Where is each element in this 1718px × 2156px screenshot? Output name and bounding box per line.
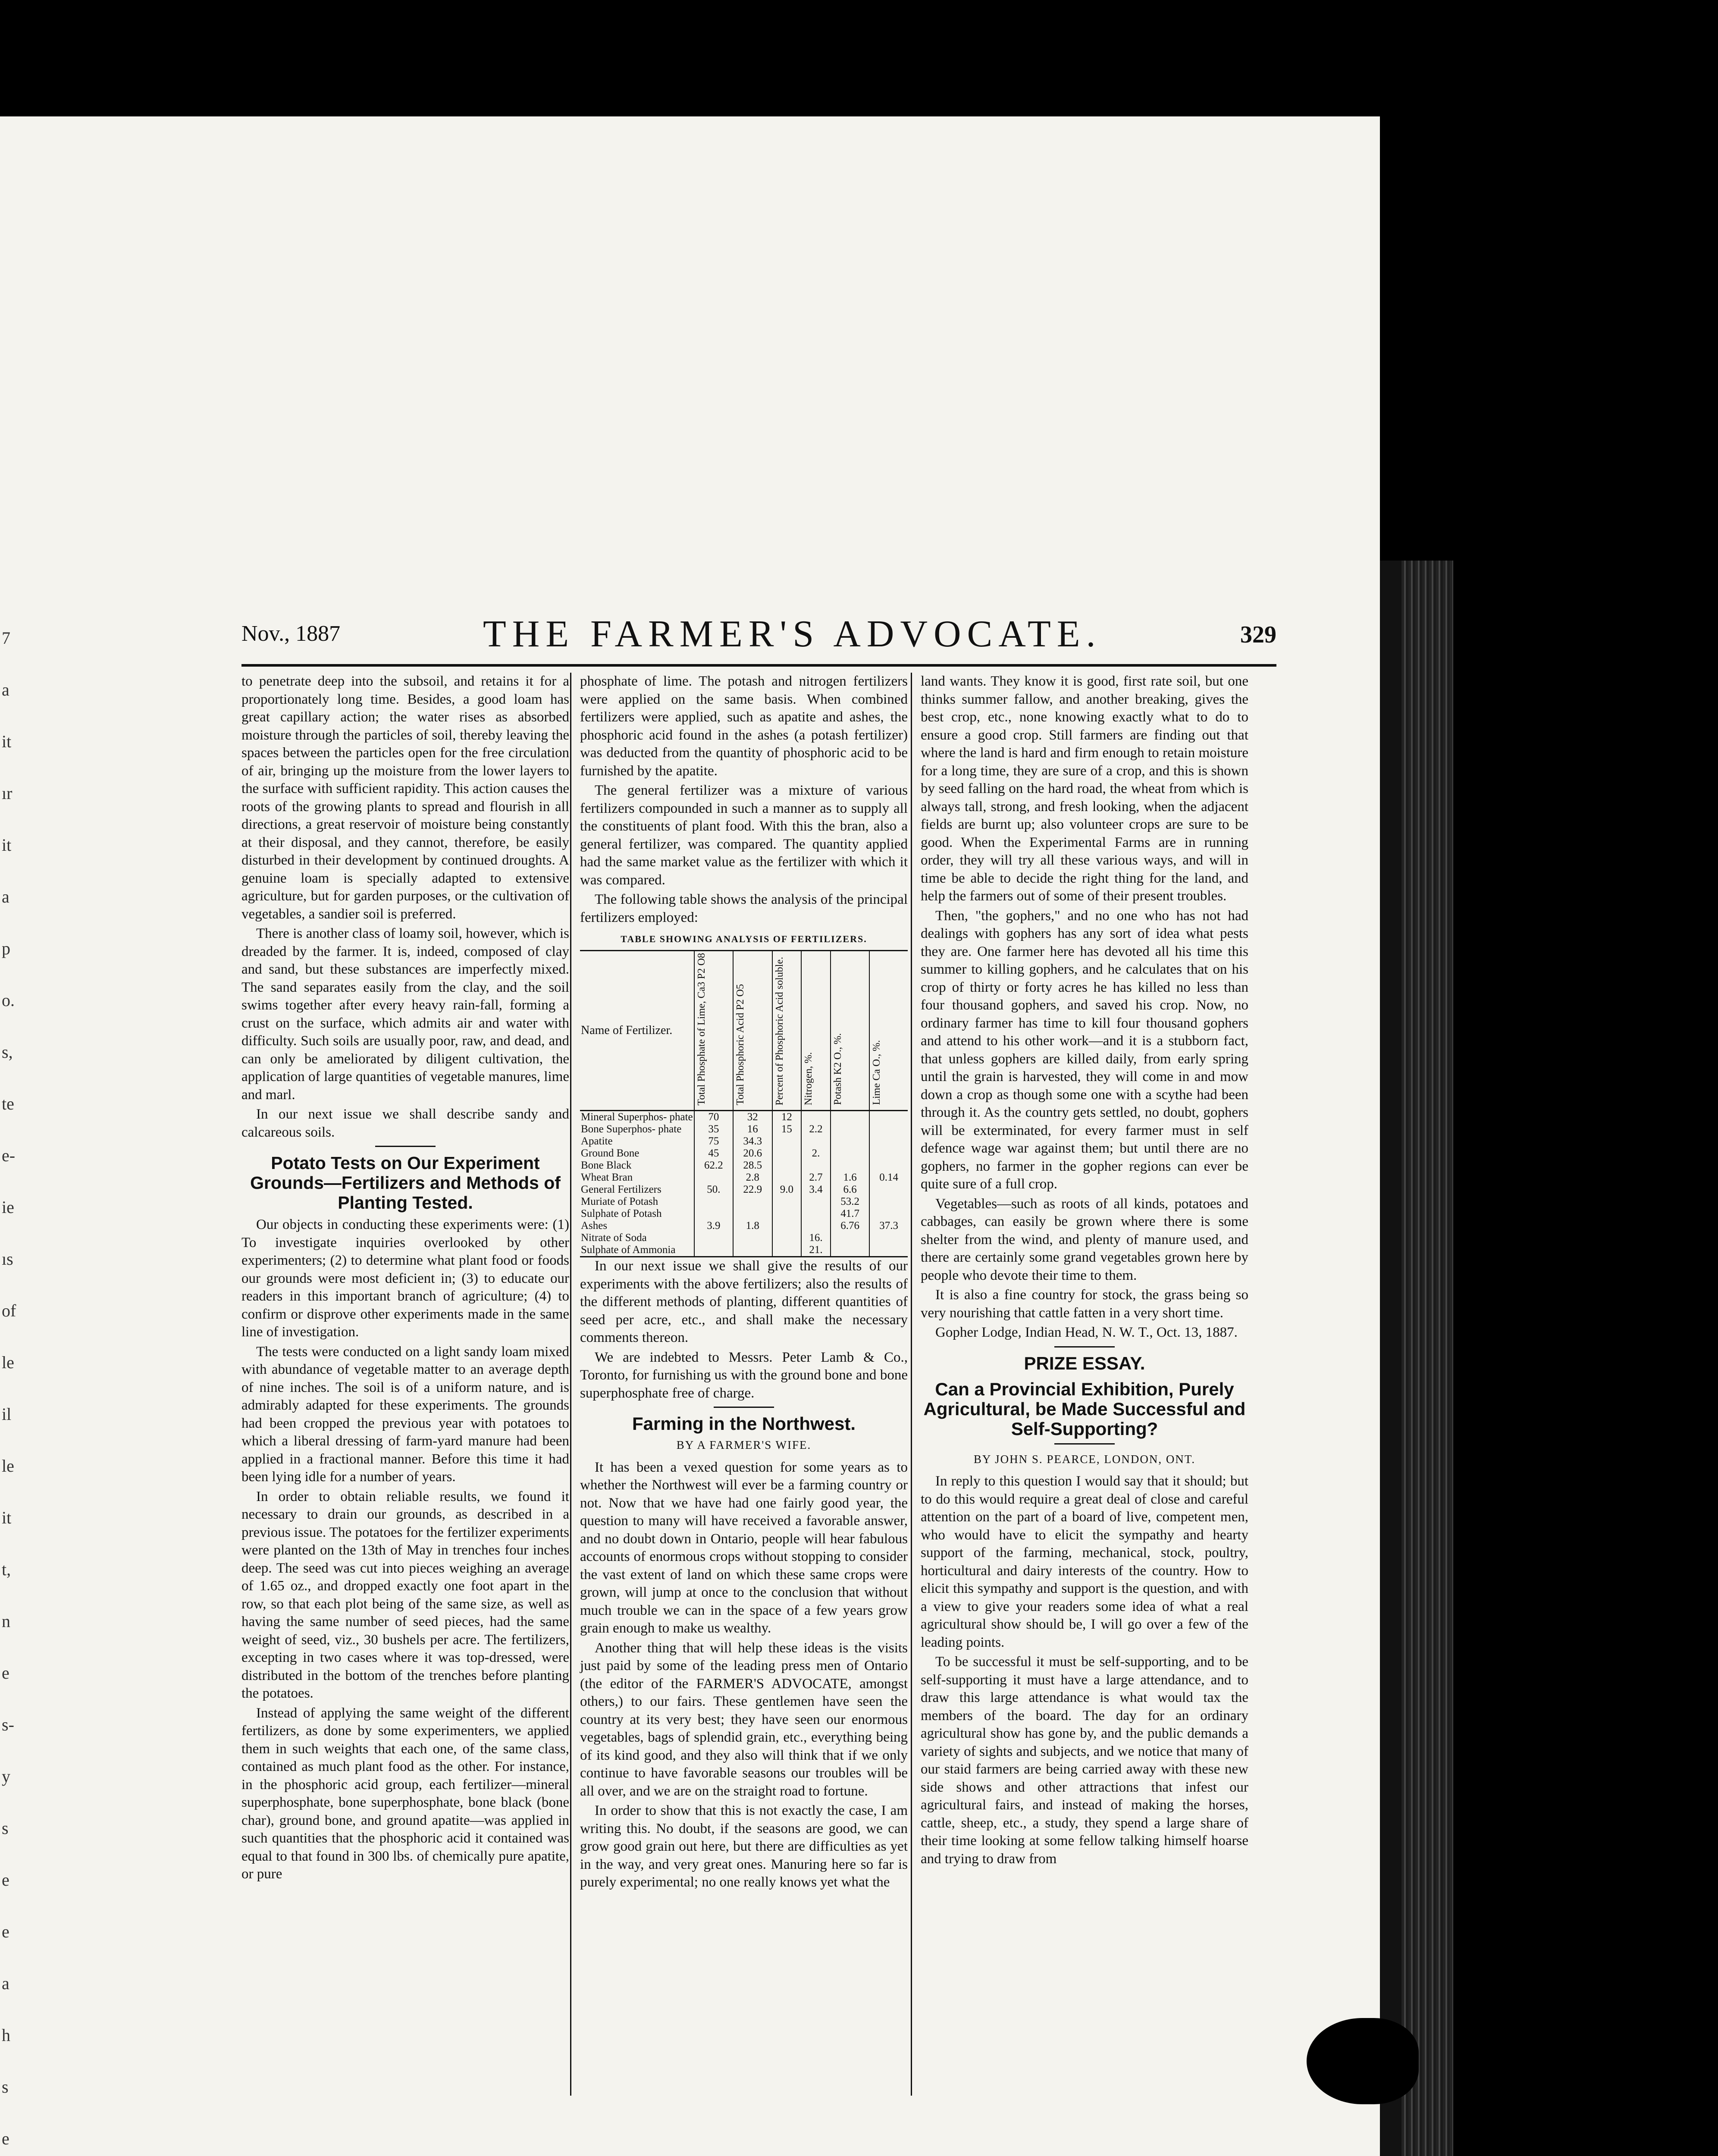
paragraph: Another thing that will help these ideas is the visits just paid by some of the leading press men of Ontario (the editor of the FARMER'S ADVOCATE, amongst others,) to our fairs. These gentlemen have seen the country at its very best; they have seen our enormous vegetables, bags of splendid grain, etc., everything being of its kind good, and they also will think that if we only continue to have favorable seasons our troubles will be all over, and we are on the straight road to fortune.	[580, 1640, 908, 1799]
table-row	[580, 1135, 908, 1147]
value-cell	[831, 1244, 869, 1257]
table-title: TABLE SHOWING ANALYSIS OF FERTILIZERS.	[621, 934, 867, 944]
column-rule	[911, 673, 912, 2096]
table-row	[580, 1159, 908, 1172]
value-cell	[733, 1196, 772, 1208]
paragraph: We are indebted to Messrs. Peter Lamb & Co., Toronto, for furnishing us with the ground bone and bone superphosphate free of charge.	[580, 1349, 908, 1401]
fertilizer-name-cell: Mineral Superphos- phate	[581, 1111, 693, 1123]
paragraph: The general fertilizer was a mixture of various fertilizers compounded in such a manner as to supply all the constituents of plant food. With this the bran, also a general fertilizer, was compared. The quantity applied had the same market value as the fertilizer with which it was compared.	[580, 783, 908, 888]
article-heading-exhibition: Can a Provincial Exhibition, Purely Agricultural, be Made Successful and Self-Supporting?	[923, 1379, 1246, 1439]
value-cell	[772, 1172, 802, 1184]
table-header-label: Lime Ca O., %.	[871, 1040, 883, 1106]
table-header-cell	[801, 950, 831, 1111]
value-cell: 28.5	[733, 1159, 772, 1172]
value-cell	[733, 1232, 772, 1244]
value-cell	[694, 1196, 733, 1208]
value-cell	[772, 1208, 802, 1220]
value-cell	[831, 1135, 869, 1147]
table-header-label: Nitrogen, %.	[803, 1052, 815, 1106]
value-cell: 20.6	[733, 1147, 772, 1159]
value-cell	[869, 1184, 908, 1196]
value-cell	[694, 1208, 733, 1220]
table-header-label: Total Phosphate of Lime, Ca3 P2 O8	[696, 953, 707, 1106]
table-header-cell	[694, 950, 733, 1111]
value-cell: 41.7	[831, 1208, 869, 1220]
value-cell: 35	[694, 1123, 733, 1135]
value-cell: 22.9	[733, 1184, 772, 1196]
value-cell: 70	[694, 1111, 733, 1124]
value-cell	[801, 1220, 831, 1232]
value-cell: 2.	[801, 1147, 831, 1159]
value-cell: 6.6	[831, 1184, 869, 1196]
value-cell: 1.8	[733, 1220, 772, 1232]
header-date: Nov., 1887	[241, 621, 341, 646]
column-1	[241, 673, 569, 1885]
value-cell	[772, 1147, 802, 1159]
fertilizer-name-cell: General Fertilizers	[581, 1184, 661, 1196]
table-header-label: Percent of Phosphoric Acid soluble.	[774, 956, 785, 1106]
value-cell	[772, 1244, 802, 1257]
header-rule	[241, 664, 1276, 667]
paragraph: In our next issue we shall give the results of our experiments with the above fertilizers; also the results of the different methods of planting, different quantities of seed per acre, etc., and shall make the necessary comments thereon.	[580, 1258, 908, 1346]
value-cell	[869, 1111, 908, 1124]
column-2	[580, 673, 908, 1893]
table-row	[580, 1220, 908, 1232]
fertilizer-analysis-table	[580, 950, 908, 1258]
paragraph: To be successful it must be self-supporting, and to be self-supporting it must have a large attendance, and to draw this large attendance is what would tax the members of the board. The day for an ordinary agricultural show has gone by, and the public demands a variety of sights and subjects, and we notice that many of our staid farmers are being carried away with these new side shows and other attractions that infest our agricultural fairs, and instead of making the horses, cattle, sheep, etc., a study, they spend a large share of their time looking at some fellow talking himself hoarse and trying to draw from	[921, 1654, 1248, 1867]
value-cell: 37.3	[869, 1220, 908, 1232]
value-cell	[869, 1208, 908, 1220]
value-cell: 16.	[801, 1232, 831, 1244]
value-cell	[831, 1159, 869, 1172]
value-cell: 1.6	[831, 1172, 869, 1184]
fertilizer-name-cell: Bone Black	[581, 1159, 632, 1172]
fertilizer-name-cell: Muriate of Potash	[581, 1196, 658, 1208]
paragraph: It has been a vexed question for some years as to whether the Northwest will ever be a farming country or not. Now that we have had one fairly good year, the question to many will have received a favorable answer, and no doubt down in Ontario, people will hear fabulous accounts of enormous crops without stopping to consider the vast extent of land on which these same crops were grown, will jump at once to the conclusion that without much trouble we can in the space of a few years grow grain enough to make us wealthy.	[580, 1459, 908, 1636]
value-cell	[772, 1135, 802, 1147]
value-cell: 12	[772, 1111, 802, 1124]
value-cell: 32	[733, 1111, 772, 1124]
value-cell: 2.7	[801, 1172, 831, 1184]
value-cell	[801, 1135, 831, 1147]
value-cell: 9.0	[772, 1184, 802, 1196]
paragraph: land wants. They know it is good, first rate soil, but one thinks summer fallow, and another breaking, gives the best crop, etc., none knowing exactly what to do to ensure a good crop. Still farmers are finding out that where the land is hard and firm enough to retain moisture for a long time, they are sure of a crop, and this is shown by seed falling on the hard road, the wheat from which is always tall, strong, and fresh looking, when the adjacent fields are burnt up; also volunteer crops are sure to be good. When the Experimental Farms are in running order, they will try all these various ways, and will in time be able to decide the right thing for the land, and help the farmers out of some of their present troubles.	[921, 674, 1248, 904]
table-header-cell	[831, 950, 869, 1111]
divider	[714, 1407, 774, 1408]
value-cell: 3.9	[694, 1220, 733, 1232]
fertilizer-name-cell: Sulphate of Ammonia	[581, 1244, 676, 1256]
paragraph: In our next issue we shall describe sandy and calcareous soils.	[241, 1106, 569, 1140]
paragraph: There is another class of loamy soil, however, which is dreaded by the farmer. It is, indeed, composed of clay and sand, but these substances are imperfectly mixed. The sand separates easily from the clay, and the soil swims together after every heavy rain-fall, forming a crust on the surface, which admits air and water with difficulty. Such soils are usually poor, raw, and dead, and can only be ameliorated by diligent cultivation, the application of large quantities of vegetable manures, lime and marl.	[241, 926, 569, 1103]
value-cell: 6.76	[831, 1220, 869, 1232]
value-cell	[772, 1196, 802, 1208]
table-header-cell	[733, 950, 772, 1111]
value-cell	[869, 1159, 908, 1172]
value-cell	[869, 1244, 908, 1257]
page-number: 329	[1240, 621, 1276, 648]
divider	[1054, 1443, 1115, 1445]
paragraph: It is also a fine country for stock, the grass being so very nourishing that cattle fatten in a very short time.	[921, 1287, 1248, 1321]
divider	[375, 1146, 436, 1147]
article-heading-potato-tests: Potato Tests on Our Experiment Grounds—Fertilizers and Methods of Planting Tested.	[250, 1153, 561, 1213]
fertilizer-name-cell: Apatite	[581, 1135, 613, 1147]
byline: BY JOHN S. PEARCE, LONDON, ONT.	[973, 1452, 1196, 1466]
thumb-shadow	[1307, 2018, 1419, 2104]
value-cell	[831, 1123, 869, 1135]
value-cell: 2.2	[801, 1123, 831, 1135]
value-cell	[831, 1147, 869, 1159]
table-body	[580, 1111, 908, 1257]
table-row	[580, 1244, 908, 1257]
value-cell	[772, 1220, 802, 1232]
fertilizer-name-cell: Bone Superphos- phate	[581, 1123, 682, 1135]
table-row	[580, 1208, 908, 1220]
paragraph: The tests were conducted on a light sandy loam mixed with abundance of vegetable matter to an average depth of nine inches. The soil is of a uniform nature, and is admirably adapted for these experiments. The grounds had been cropped the previous year with potatoes to which a liberal dressing of farm-yard manure had been applied in a fractional manner. Before this time it had been lying idle for a number of years.	[241, 1344, 569, 1485]
table-row	[580, 1111, 908, 1124]
table-row	[580, 1232, 908, 1244]
paragraph: to penetrate deep into the subsoil, and retains it for a proportionately long time. Besides, a good loam has great capillary action; the water rises as absorbed moisture through the particles of soil, thereby leaving the spaces between the particles open for the free circulation of air, bringing up the moisture from the lower layers to the surface with sufficient rapidity. This action causes the roots of the growing plants to spread and flourish in all directions, a great reservoir of moisture being constantly at their disposal, and they cannot, therefore, be easily disturbed in their development by continued droughts. A genuine loam is specially adapted to extensive agriculture, but for garden purposes, or the cultivation of vegetables, a sandier soil is preferred.	[241, 674, 569, 922]
value-cell	[772, 1232, 802, 1244]
column-rule	[570, 673, 571, 2096]
value-cell	[869, 1147, 908, 1159]
value-cell: 53.2	[831, 1196, 869, 1208]
value-cell	[801, 1159, 831, 1172]
table-header-label: Potash K2 O., %.	[832, 1033, 843, 1106]
table-header-cell	[772, 950, 802, 1111]
column-3	[921, 673, 1248, 1870]
value-cell	[869, 1232, 908, 1244]
value-cell	[869, 1135, 908, 1147]
value-cell: 75	[694, 1135, 733, 1147]
page-header	[241, 612, 1276, 664]
value-cell	[869, 1196, 908, 1208]
table-header-cell	[869, 950, 908, 1111]
table-header-name: Name of Fertilizer.	[581, 1023, 673, 1037]
book-binding	[1401, 561, 1453, 2156]
value-cell	[694, 1232, 733, 1244]
value-cell: 45	[694, 1147, 733, 1159]
facing-page-text-fragments: 7 a it ır it a p o. s, te e- ie ıs of le il le it t, n e s- y s e e a h s e	[2, 628, 16, 2148]
table-row	[580, 1147, 908, 1159]
value-cell	[831, 1111, 869, 1124]
value-cell	[772, 1159, 802, 1172]
paragraph: The following table shows the analysis of the principal fertilizers employed:	[580, 892, 908, 925]
value-cell: 16	[733, 1123, 772, 1135]
value-cell: 34.3	[733, 1135, 772, 1147]
table-row	[580, 1196, 908, 1208]
value-cell	[869, 1123, 908, 1135]
paragraph: In order to obtain reliable results, we found it necessary to drain our grounds, as described in a previous issue. The potatoes for the fertilizer experiments were planted on the 13th of May in trenches four inches deep. The seed was cut into pieces weighing an average of 1.65 oz., and dropped exactly one foot apart in the row, so that each plot being of the same size, as well as having the same number of seed pieces, had the same weight of seed, viz., 30 bushels per acre. The fertilizers, excepting in two cases where it was top-dressed, were distributed in the bottom of the trenches before planting the potatoes.	[241, 1489, 569, 1701]
masthead-title: THE FARMER'S ADVOCATE.	[483, 613, 1102, 655]
value-cell: 62.2	[694, 1159, 733, 1172]
fertilizer-name-cell: Nitrate of Soda	[581, 1232, 647, 1244]
byline: BY A FARMER'S WIFE.	[676, 1438, 812, 1452]
value-cell: 50.	[694, 1184, 733, 1196]
value-cell	[831, 1232, 869, 1244]
value-cell	[733, 1208, 772, 1220]
table-row	[580, 1123, 908, 1135]
value-cell	[694, 1172, 733, 1184]
paragraph: In order to show that this is not exactly the case, I am writing this. No doubt, if the seasons are good, we can grow good grain out here, but there are difficulties as yet in the way, and very great ones. Manuring here so far is purely experimental; no one really knows yet what the	[580, 1803, 908, 1890]
table-row	[580, 1184, 908, 1196]
table-row	[580, 1172, 908, 1184]
fertilizer-name-cell: Sulphate of Potash	[581, 1208, 662, 1220]
value-cell: 2.8	[733, 1172, 772, 1184]
paragraph: Instead of applying the same weight of the different fertilizers, as done by some experimenters, we applied them in such weights that each one, of the same class, contained as much plant food as the other. For instance, in the phosphoric acid group, each fertilizer—mineral superphosphate, bone superphosphate, bone black (bone char), ground bone, and ground apatite—was applied in such quantities that the phosphoric acid it contained was equal to that found in 300 lbs. of chemically pure apatite, or pure	[241, 1705, 569, 1882]
table-header-row	[580, 950, 908, 1111]
fertilizer-name-cell: Ground Bone	[581, 1147, 640, 1159]
value-cell	[801, 1111, 831, 1124]
value-cell	[801, 1208, 831, 1220]
paragraph: Vegetables—such as roots of all kinds, potatoes and cabbages, can easily be grown where there is some shelter from the wind, and plenty of manure used, and there are certainly some grand vegetables grown here by people who devote their time to them.	[921, 1196, 1248, 1283]
divider	[1054, 1346, 1115, 1348]
value-cell: 21.	[801, 1244, 831, 1257]
value-cell	[733, 1244, 772, 1257]
value-cell	[694, 1244, 733, 1257]
value-cell: 15	[772, 1123, 802, 1135]
fertilizer-name-cell: Wheat Bran	[581, 1172, 633, 1184]
signoff: Gopher Lodge, Indian Head, N. W. T., Oct. 13, 1887.	[935, 1325, 1238, 1340]
paragraph: phosphate of lime. The potash and nitrogen fertilizers were applied on the same basis. When combined fertilizers were applied, such as apatite and ashes, the phosphoric acid found in the ashes (a potash fertilizer) was deducted from the quantity of phosphoric acid to be furnished by the apatite.	[580, 674, 908, 779]
table-header-label: Total Phosphoric Acid P2 O5	[735, 984, 746, 1106]
paragraph: Then, "the gophers," and no one who has not had dealings with gophers has any sort of idea what pests they are. One farmer here has devoted all his time this summer to killing gophers, and he calculates that on his crop of thirty or forty acres he has killed no less than four thousand gophers, and saved his crop. Now, no ordinary farmer has time to kill four thousand gophers and attend to his other work—and it is a stubborn fact, that unless gophers are killed daily, from early spring until the grain is harvested, they will come in and mow down a crop as though some one with a scythe had been through it. As the country gets settled, no doubt, gophers will be exterminated, for every farmer must in self defence wage war against them; but until there are no gophers, no farmer in the gopher regions can ever be quite sure of a full crop.	[921, 908, 1248, 1192]
paragraph: Our objects in conducting these experiments were: (1) To investigate inquiries overlooked by other experimenters; (2) to determine what plant food or foods our grounds were most deficient in; (3) to educate our readers in this important branch of agriculture; (4) to confirm or disprove other experiments made in the same line of investigation.	[241, 1217, 569, 1340]
paragraph: In reply to this question I would say that it should; but to do this would require a great deal of close and careful attention on the part of a board of live, competent men, who would have to elicit the sympathy and hearty support of the farming, mechanical, stock, poultry, horticultural and dairy interests of the country. How to elicit this sympathy and support is the question, and with a view to give your readers some idea of what a real agricultural show should be, I will go over a few of the leading points.	[921, 1473, 1248, 1650]
section-heading-prize-essay: PRIZE ESSAY.	[1024, 1353, 1145, 1373]
value-cell: 3.4	[801, 1184, 831, 1196]
article-heading-northwest: Farming in the Northwest.	[632, 1413, 856, 1434]
value-cell	[801, 1196, 831, 1208]
fertilizer-name-cell: Ashes	[581, 1220, 608, 1232]
value-cell: 0.14	[869, 1172, 908, 1184]
